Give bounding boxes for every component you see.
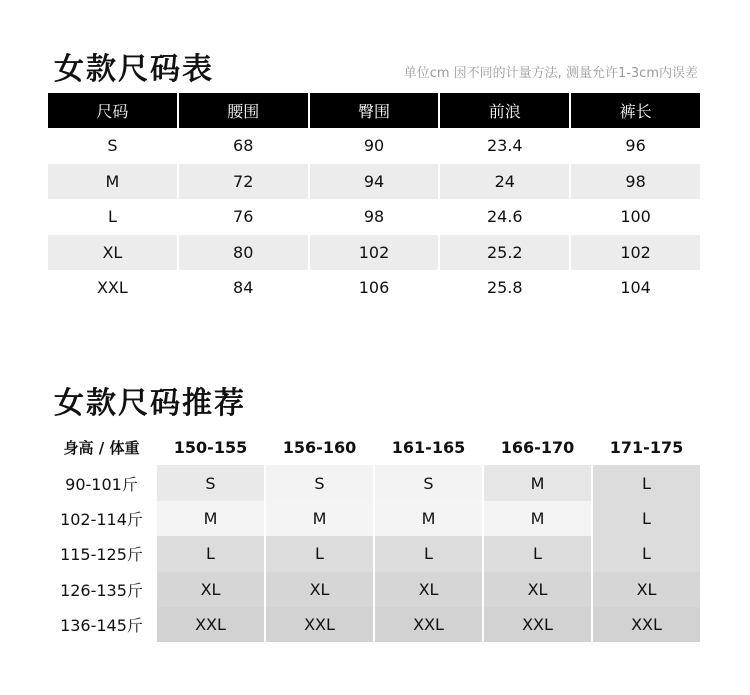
- height-header: 161-165: [391, 438, 466, 458]
- size-cell: XL: [375, 572, 482, 607]
- height-header: 171-175: [609, 438, 684, 458]
- weight-label: 115-125斤: [60, 545, 143, 565]
- header-size: 尺码: [48, 93, 177, 128]
- table-cell: 102: [310, 235, 439, 271]
- size-cell: XL: [266, 572, 373, 607]
- table-row: [48, 270, 700, 306]
- table-cell: 106: [358, 278, 390, 298]
- size-cell: L: [593, 501, 700, 536]
- table-cell: 24.6: [486, 207, 523, 227]
- weight-label: 102-114斤: [60, 509, 143, 529]
- height-weight-corner-label: 身高 / 体重: [63, 439, 140, 458]
- table-cell: 25.2: [440, 235, 569, 271]
- table-cell: 68: [233, 136, 254, 156]
- table-cell: 80: [179, 235, 308, 271]
- table-cell: 98: [571, 164, 700, 200]
- table-cell: 104: [620, 278, 651, 298]
- size-cell: XL: [157, 572, 264, 607]
- table-cell: 72: [179, 164, 308, 200]
- table-row: [48, 199, 700, 235]
- size-cell: M: [157, 501, 264, 536]
- recommend-title: 女款尺码推荐: [54, 386, 246, 421]
- size-cell: XXL: [484, 607, 591, 642]
- header-hip: 臀围: [310, 93, 439, 128]
- header-length: 裤长: [571, 93, 700, 128]
- size-cell: S: [375, 465, 482, 500]
- size-cell: M: [375, 501, 482, 536]
- size-cell: L: [593, 465, 700, 500]
- table-cell: XL: [48, 235, 177, 271]
- header-front-rise: 前浪: [440, 93, 569, 128]
- height-header: 156-160: [282, 438, 357, 458]
- table-cell: 102: [571, 235, 700, 271]
- header-waist: 腰围: [179, 93, 308, 128]
- table-cell: L: [107, 207, 117, 227]
- table-cell: 23.4: [486, 136, 523, 156]
- size-cell: XL: [593, 572, 700, 607]
- table-row: [48, 572, 700, 607]
- table-cell: M: [48, 164, 177, 200]
- recommend-header-row: [48, 430, 700, 465]
- size-cell: L: [375, 536, 482, 571]
- size-cell: XXL: [375, 607, 482, 642]
- table-row: [48, 465, 700, 500]
- table-row: [48, 536, 700, 571]
- size-chart-header-row: [48, 93, 700, 128]
- size-cell: L: [484, 536, 591, 571]
- size-recommend-table: [46, 430, 702, 642]
- size-chart-table: [46, 93, 702, 306]
- size-cell: L: [593, 536, 700, 571]
- table-row: [48, 501, 700, 536]
- size-cell: M: [484, 465, 591, 500]
- table-cell: 90: [363, 136, 385, 156]
- table-cell: 24: [440, 164, 569, 200]
- table-row: [48, 164, 700, 200]
- size-cell: M: [266, 501, 373, 536]
- size-cell: XXL: [266, 607, 373, 642]
- measurement-note: 单位cm 因不同的计量方法, 测量允许1-3cm内误差: [403, 66, 698, 81]
- size-cell: XXL: [157, 607, 264, 642]
- size-cell: L: [266, 536, 373, 571]
- height-header: 166-170: [500, 438, 575, 458]
- size-cell: S: [266, 465, 373, 500]
- size-cell: L: [157, 536, 264, 571]
- table-cell: 98: [363, 207, 385, 227]
- table-row: [48, 607, 700, 642]
- table-row: [48, 128, 700, 164]
- table-cell: 76: [233, 207, 254, 227]
- table-cell: 96: [625, 136, 646, 156]
- table-cell: 84: [233, 278, 254, 298]
- height-header: 150-155: [173, 438, 248, 458]
- table-cell: XXL: [96, 278, 128, 298]
- size-cell: XXL: [593, 607, 700, 642]
- table-cell: 100: [620, 207, 651, 227]
- table-cell: 25.8: [486, 278, 523, 298]
- weight-label: 126-135斤: [60, 580, 143, 600]
- size-cell: XL: [484, 572, 591, 607]
- size-cell: S: [157, 465, 264, 500]
- table-row: [48, 235, 700, 271]
- table-cell: S: [107, 136, 118, 156]
- weight-label: 90-101斤: [65, 474, 138, 494]
- table-cell: 94: [310, 164, 439, 200]
- size-cell: M: [484, 501, 591, 536]
- weight-label: 136-145斤: [60, 616, 143, 636]
- size-chart-title: 女款尺码表: [54, 52, 214, 87]
